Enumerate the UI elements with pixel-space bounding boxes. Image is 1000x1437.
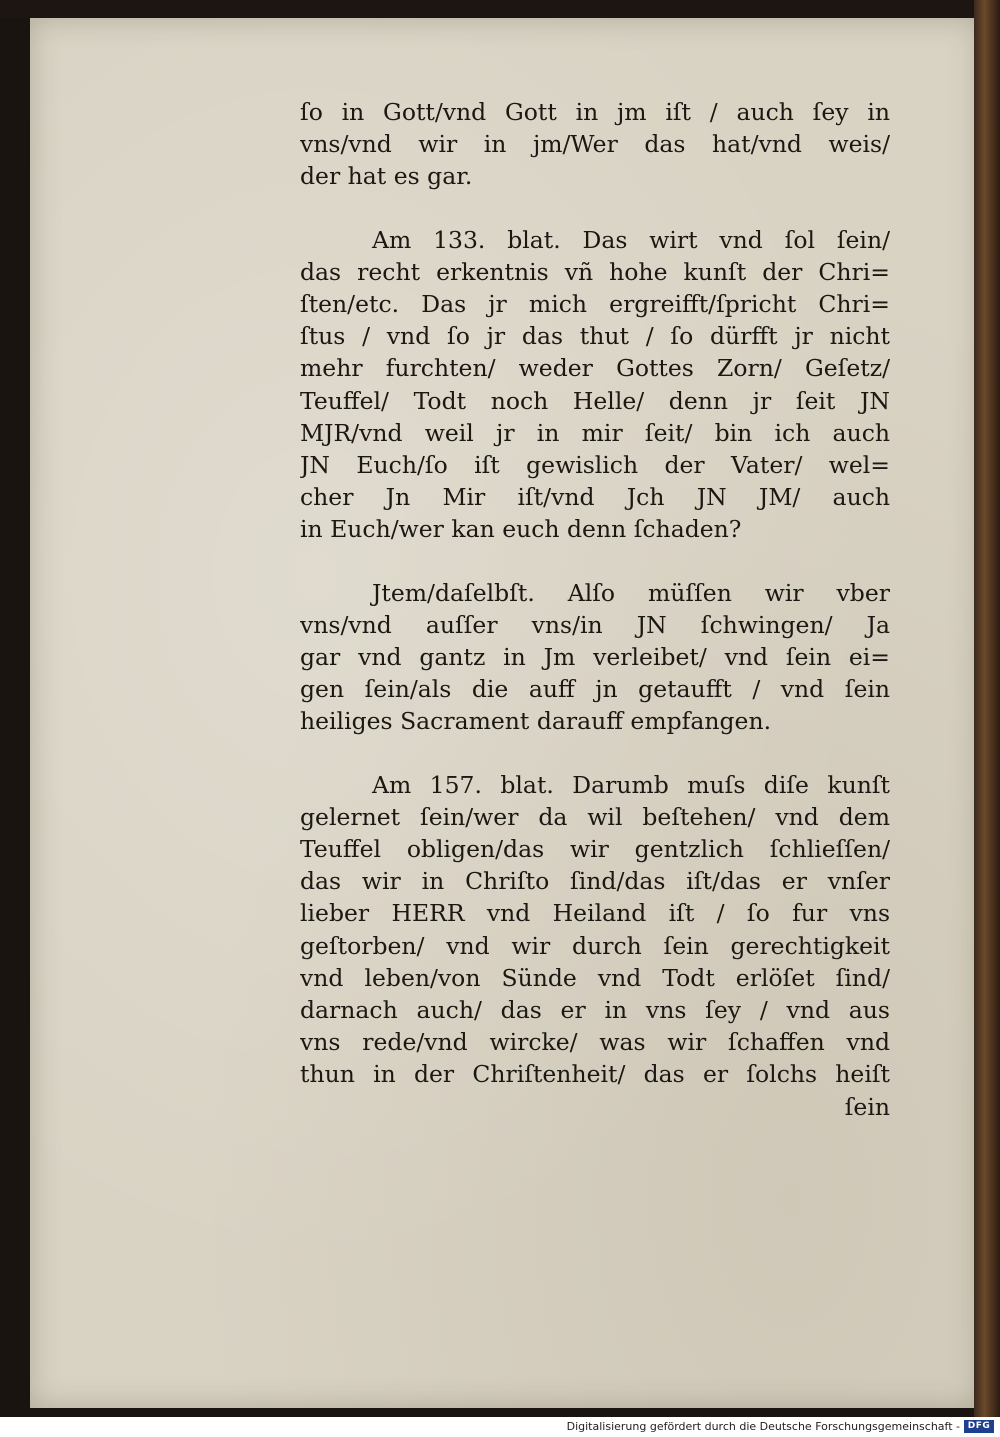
paragraph bbox=[300, 769, 890, 1091]
text-line: ſtus / vnd ſo jr das thut / ſo dürfft jr nicht bbox=[300, 322, 890, 351]
text-line: ſo in Gott/vnd Gott in jm iſt / auch ſey in bbox=[300, 98, 890, 126]
text-line: darnach auch/ das er in vns ſey / vnd aus bbox=[300, 996, 890, 1025]
text-line: Am 133. blat. Das wirt vnd ſol ſein/ bbox=[372, 225, 890, 254]
text-line: heiliges Sacrament darauff empfangen. bbox=[300, 707, 772, 736]
text-line: gen ſein/als die auff jn getaufft / vnd ſein bbox=[300, 675, 890, 704]
text-line: thun in der Chriſtenheit/ das er ſolchs heiſt bbox=[300, 1060, 890, 1089]
page-text bbox=[300, 96, 890, 1123]
text-line: mehr furchten/ weder Gottes Zorn/ Geſetz/ bbox=[300, 354, 890, 383]
text-line: JN Euch/ſo iſt gewislich der Vater/ wel= bbox=[300, 451, 890, 480]
book-spine-edge bbox=[974, 0, 1000, 1417]
text-line: MJR/vnd weil jr in mir ſeit/ bin ich auch bbox=[300, 418, 890, 447]
text-line: Jtem/daſelbſt. Alſo müſſen wir vber bbox=[372, 578, 890, 607]
text-line: gelernet ſein/wer da wil beſtehen/ vnd dem bbox=[300, 802, 890, 831]
dfg-logo: DFG bbox=[964, 1420, 994, 1433]
text-line: vns rede/vnd wircke/ was wir ſchaffen vnd bbox=[300, 1028, 890, 1057]
text-line: cher Jn Mir iſt/vnd Jch JN JM/ auch bbox=[300, 483, 890, 512]
text-line: vns/vnd wir in jm/Wer das hat/vnd weis/ bbox=[300, 130, 890, 159]
footer-bar bbox=[0, 1417, 1000, 1437]
funding-credit: Digitalisierung gefördert durch die Deutsche Forschungsgemeinschaft - bbox=[566, 1420, 960, 1433]
paragraph bbox=[300, 96, 890, 193]
text-line: der hat es gar. bbox=[300, 162, 473, 191]
text-line: das wir in Chriſto ſind/das iſt/das er vnſer bbox=[300, 867, 890, 896]
paragraph bbox=[300, 577, 890, 738]
text-line: das recht erkentnis vñ hohe kunſt der Chri= bbox=[300, 257, 890, 286]
text-line: in Euch/wer kan euch denn ſchaden? bbox=[300, 515, 742, 544]
text-line: lieber HERR vnd Heiland iſt / ſo fur vns bbox=[300, 899, 890, 928]
text-line: vnd leben/von Sünde vnd Todt erlöſet ſind/ bbox=[300, 963, 890, 992]
text-line: Teuffel/ Todt noch Helle/ denn jr ſeit JN bbox=[300, 386, 890, 415]
catchword: ſein bbox=[844, 1092, 890, 1121]
text-line: gar vnd gantz in Jm verleibet/ vnd ſein ei= bbox=[300, 643, 890, 672]
text-line: vns/vnd auſſer vns/in JN ſchwingen/ Ja bbox=[300, 610, 890, 639]
text-line: Am 157. blat. Darumb muſs diſe kunſt bbox=[372, 770, 890, 799]
text-line: geſtorben/ vnd wir durch ſein gerechtigkeit bbox=[300, 931, 890, 960]
text-line: Teuffel obligen/das wir gentzlich ſchlieſſen/ bbox=[300, 835, 890, 864]
paragraph bbox=[300, 224, 890, 546]
page-top-edge bbox=[0, 0, 1000, 18]
text-line: ſten/etc. Das jr mich ergreifft/ſpricht Chri= bbox=[300, 290, 890, 319]
